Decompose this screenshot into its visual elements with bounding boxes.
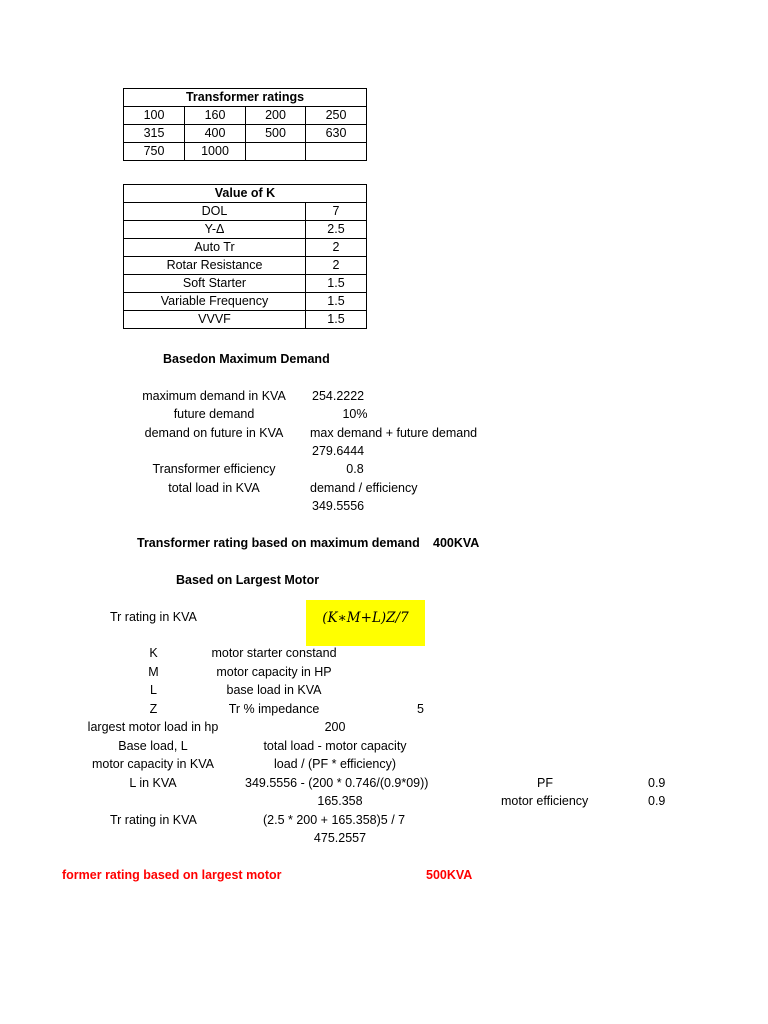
def-description: base load in KVA xyxy=(226,683,322,697)
def-description: Tr % impedance xyxy=(228,702,320,716)
max-demand-heading: Basedon Maximum Demand xyxy=(163,352,330,366)
k-method: Y-Δ xyxy=(124,221,306,239)
max-demand-result-label: Transformer rating based on maximum demand xyxy=(137,536,420,550)
table-cell: 160 xyxy=(185,107,246,125)
k-value: 2 xyxy=(306,239,367,257)
largest-motor-label: largest motor load in hp xyxy=(87,720,219,734)
total-load-label: total load in KVA xyxy=(168,481,260,495)
tr-rating-label: Tr rating in KVA xyxy=(110,610,197,624)
demand-future-label: demand on future in KVA xyxy=(144,426,284,440)
transformer-efficiency-label: Transformer efficiency xyxy=(152,462,276,476)
l-kva-value: 165.358 xyxy=(317,794,363,808)
k-method: Variable Frequency xyxy=(124,293,306,311)
tr-rating-value: 475.2557 xyxy=(313,831,367,845)
def-symbol: Z xyxy=(149,702,158,716)
largest-motor-heading: Based on Largest Motor xyxy=(176,573,320,587)
k-method: VVVF xyxy=(124,311,306,329)
max-demand-label: maximum demand in KVA xyxy=(142,389,286,403)
k-value: 2.5 xyxy=(306,221,367,239)
k-method: Rotar Resistance xyxy=(124,257,306,275)
total-load-formula: demand / efficiency xyxy=(310,481,418,495)
table-cell xyxy=(306,143,367,161)
l-kva-label: L in KVA xyxy=(129,776,177,790)
k-method: Soft Starter xyxy=(124,275,306,293)
table-cell xyxy=(246,143,306,161)
tr-rating-calculation: (2.5 * 200 + 165.358)5 / 7 xyxy=(263,813,406,827)
max-demand-value: 254.2222 xyxy=(312,389,365,403)
k-value: 1.5 xyxy=(306,311,367,329)
table-cell: 200 xyxy=(246,107,306,125)
table-cell: 630 xyxy=(306,125,367,143)
motor-efficiency-label: motor efficiency xyxy=(501,794,589,808)
demand-future-value: 279.6444 xyxy=(312,444,365,458)
motor-efficiency-value: 0.9 xyxy=(648,794,666,808)
table-cell: 315 xyxy=(124,125,185,143)
formula-highlight xyxy=(306,600,425,646)
table-cell: 250 xyxy=(306,107,367,125)
base-load-label: Base load, L xyxy=(118,739,188,753)
k-value: 1.5 xyxy=(306,275,367,293)
tr-rating-formula: (K∗M+L)Z/7 xyxy=(322,610,409,626)
k-value: 1.5 xyxy=(306,293,367,311)
l-kva-formula: 349.5556 - (200 * 0.746/(0.9*09)) xyxy=(245,776,429,790)
k-value-table xyxy=(123,184,367,329)
pf-label: PF xyxy=(537,776,553,790)
future-demand-label: future demand xyxy=(173,407,255,421)
future-demand-value: 10% xyxy=(342,407,368,421)
def-description: motor starter constand xyxy=(211,646,337,660)
table-cell: 400 xyxy=(185,125,246,143)
k-value: 7 xyxy=(306,203,367,221)
table-cell: 100 xyxy=(124,107,185,125)
table-cell: 750 xyxy=(124,143,185,161)
tr-rating-label-2: Tr rating in KVA xyxy=(110,813,197,827)
largest-motor-value: 200 xyxy=(324,720,346,734)
largest-motor-result-label: former rating based on largest motor xyxy=(62,868,282,882)
pf-value: 0.9 xyxy=(648,776,666,790)
def-description: motor capacity in HP xyxy=(216,665,332,679)
impedance-value: 5 xyxy=(417,702,424,716)
total-load-value: 349.5556 xyxy=(312,499,365,513)
def-symbol: K xyxy=(149,646,158,660)
transformer-efficiency-value: 0.8 xyxy=(346,462,364,476)
motor-kva-formula: load / (PF * efficiency) xyxy=(273,757,397,771)
ratings-table-title: Transformer ratings xyxy=(124,89,367,107)
demand-future-formula: max demand + future demand xyxy=(310,426,478,440)
largest-motor-result-value: 500KVA xyxy=(426,868,473,882)
base-load-formula: total load - motor capacity xyxy=(263,739,407,753)
max-demand-result-value: 400KVA xyxy=(433,536,480,550)
k-method: Auto Tr xyxy=(124,239,306,257)
def-symbol: M xyxy=(148,665,159,679)
def-symbol: L xyxy=(150,683,157,697)
transformer-ratings-table xyxy=(123,88,367,161)
table-cell: 1000 xyxy=(185,143,246,161)
motor-kva-label: motor capacity in KVA xyxy=(91,757,215,771)
k-table-title: Value of K xyxy=(124,185,367,203)
k-method: DOL xyxy=(124,203,306,221)
k-value: 2 xyxy=(306,257,367,275)
table-cell: 500 xyxy=(246,125,306,143)
